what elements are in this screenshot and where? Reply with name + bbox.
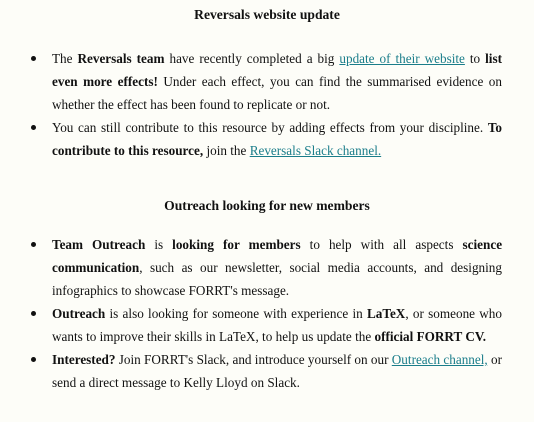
list-item: Interested? Join FORRT's Slack, and introduce yourself on our Outreach channel, or send a direct message to Kelly Lloyd on Slack.: [0, 348, 534, 394]
list-item: The Reversals team have recently completed a big update of their website to list even more effects! Under each effect, you can find the summarised evidence on whether the effect has been found to replicate or not.: [0, 47, 534, 116]
list-item: Team Outreach is looking for members to help with all aspects science communication, such as our newsletter, social media accounts, and designing infographics to showcase FORRT's message.: [0, 233, 534, 302]
reversals-section: [0, 3, 534, 162]
reversals-slack-link[interactable]: Reversals Slack channel.: [249, 143, 382, 158]
reversals-list: [0, 47, 534, 162]
outreach-channel-link[interactable]: Outreach channel,: [391, 352, 488, 367]
outreach-section: [0, 194, 534, 394]
outreach-heading: Outreach looking for new members: [164, 198, 370, 213]
reversals-heading: Reversals website update: [194, 7, 340, 22]
reversals-website-link[interactable]: update of their website: [339, 51, 465, 66]
outreach-list: [0, 233, 534, 394]
list-item: You can still contribute to this resource by adding effects from your discipline. To contribute to this resource, join the Reversals Slack channel.: [0, 116, 534, 162]
list-item: Outreach is also looking for someone with experience in LaTeX, or someone who wants to improve their skills in LaTeX, to help us update the official FORRT CV.: [0, 302, 534, 348]
